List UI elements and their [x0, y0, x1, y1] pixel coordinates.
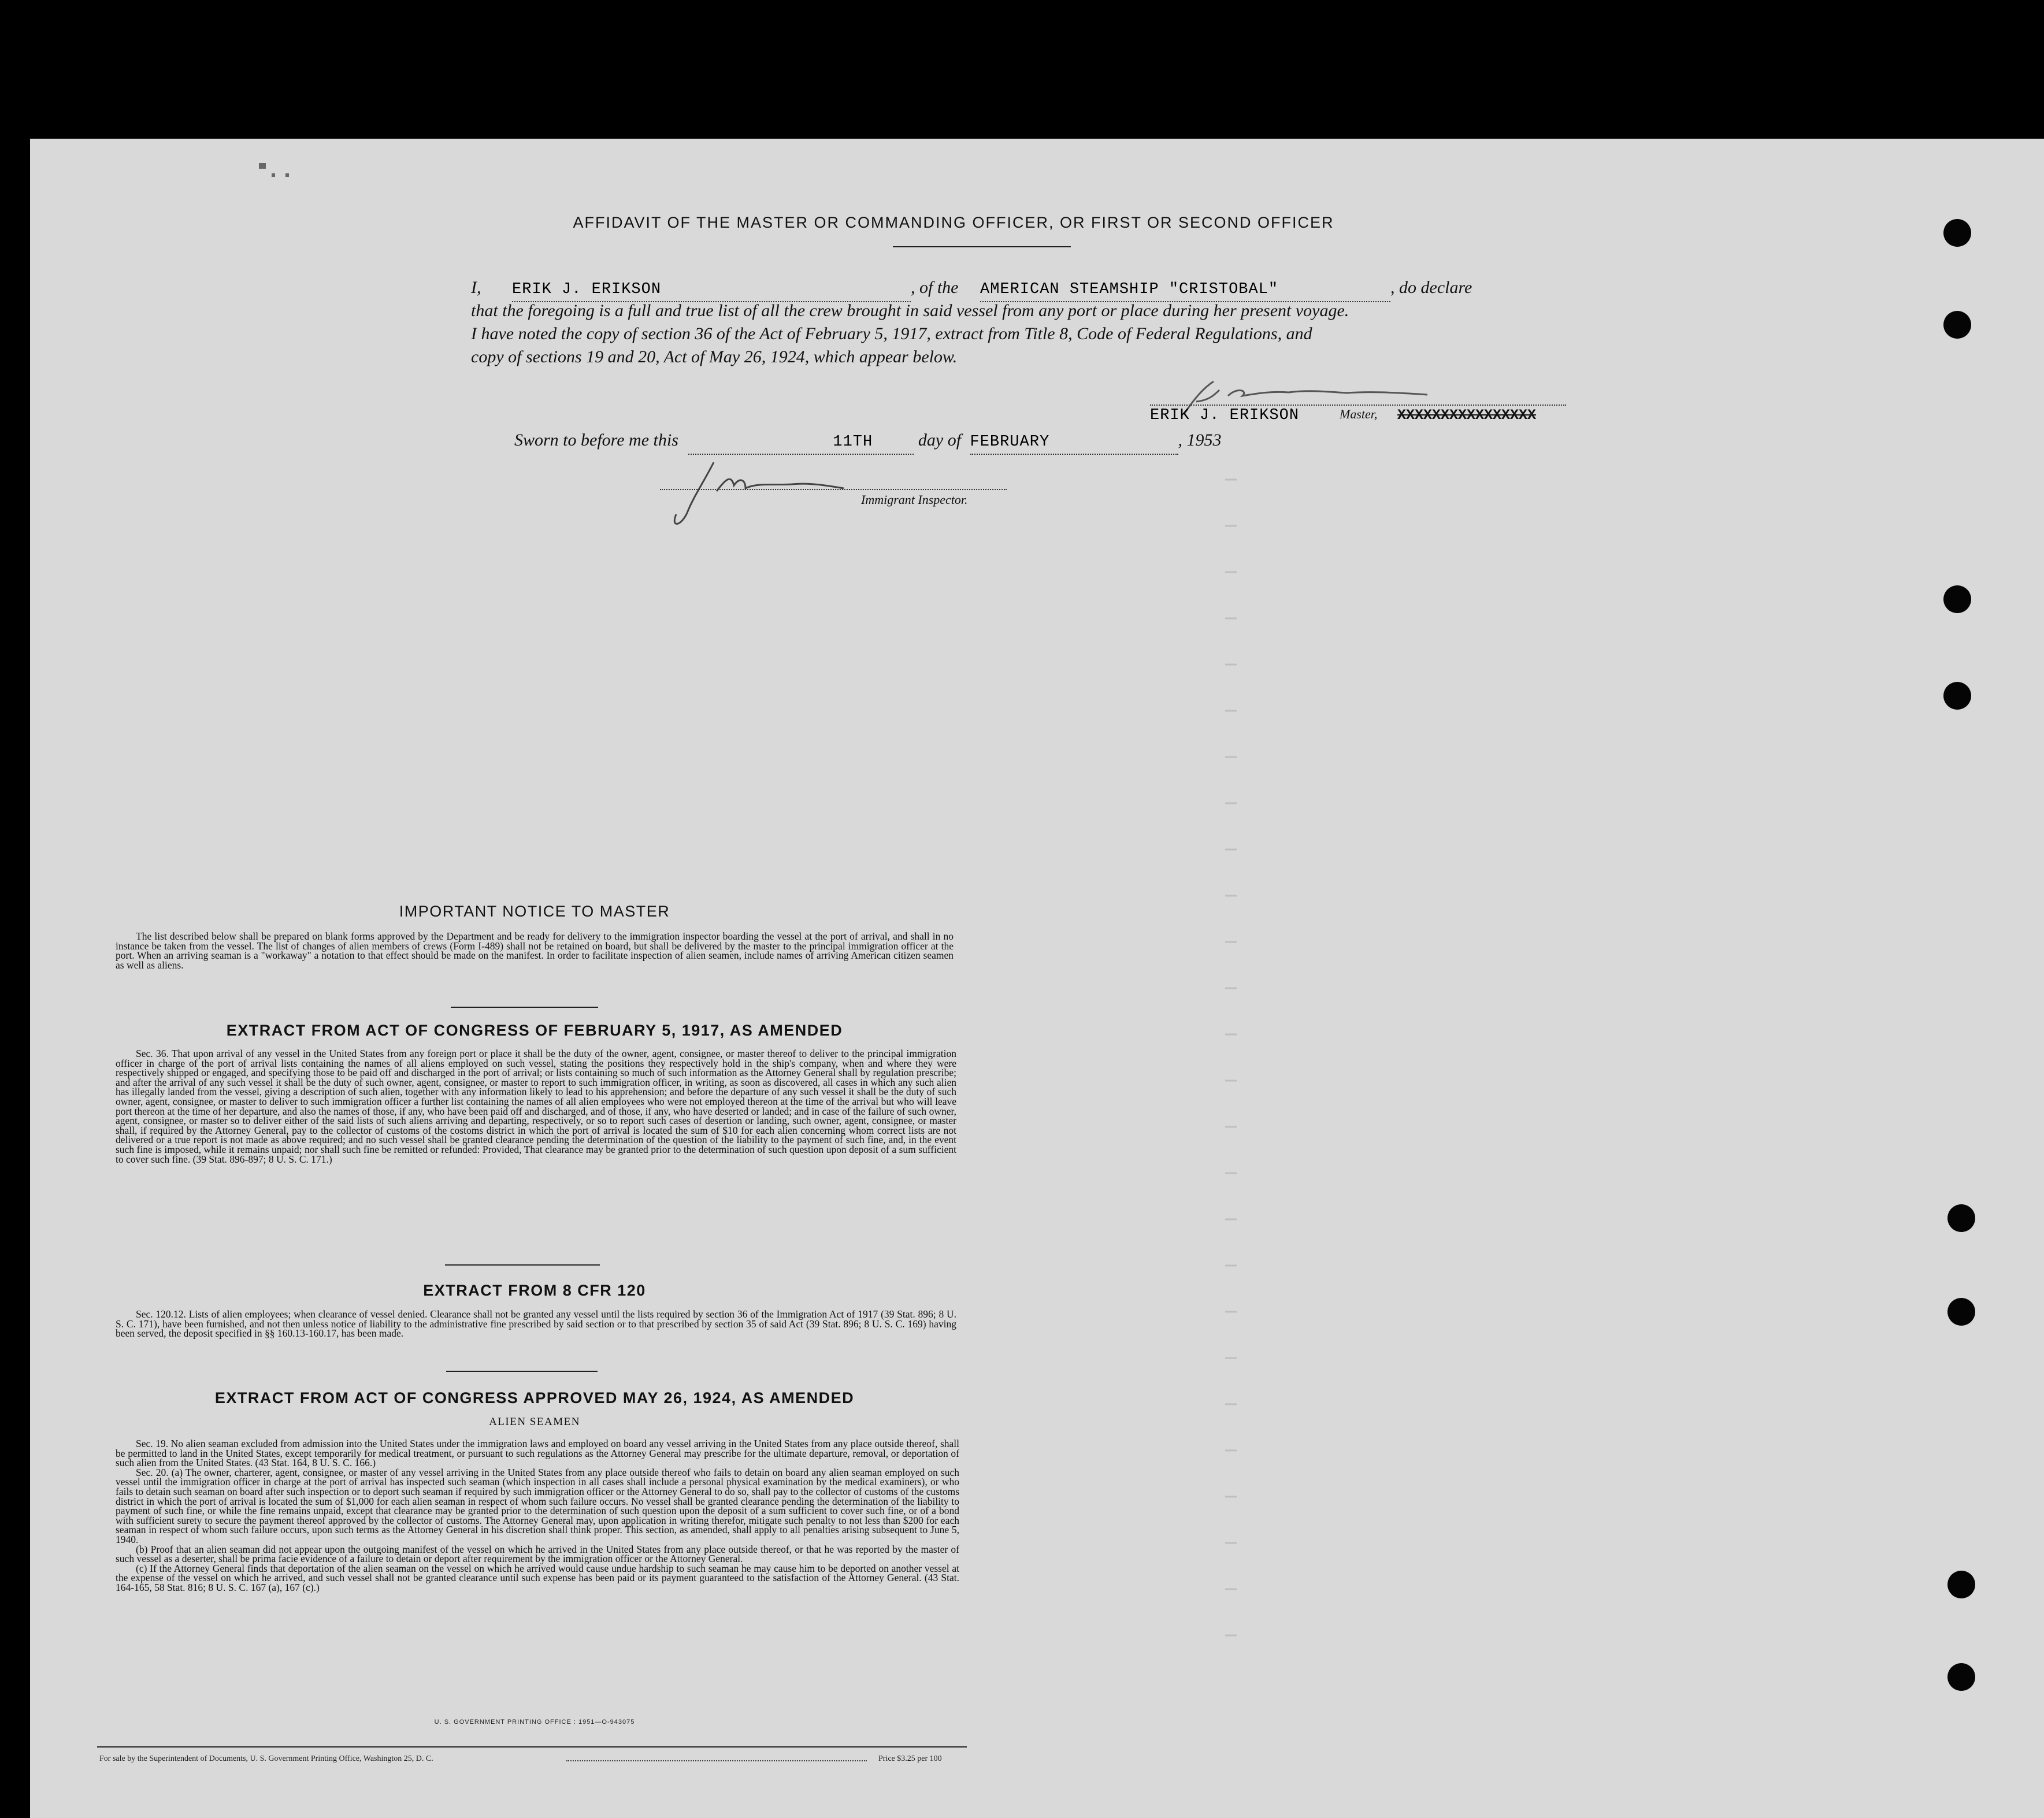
sworn-prefix: Sworn to before me this: [514, 431, 678, 450]
notice-text: The list described below shall be prepared on blank forms approved by the Department and be ready for delivery to the immigration inspector boarding the vessel at the port of arrival, and shall in no instance be taken from the vessel. The list of changes of alien members of crews (Form I-489) shall not be retained on board, but shall be delivered by the master to the principal immigration officer at the port. When an arriving seaman is a "workaway" a notation to that effect should be made on the manifest. In order to facilitate inspection of alien seamen, include names of arriving American citizen seamen as well as aliens.: [116, 930, 954, 971]
declaration-prefix: I,: [471, 278, 481, 297]
declare-text: , do declare: [1390, 278, 1472, 297]
punch-hole: [1947, 1298, 1975, 1326]
section-19-text: Sec. 19. No alien seaman excluded from admission into the United States under the immigration laws and employed on board any vessel arriving in the United States from any place outside thereof, shall be permitted to land in the United States, except temporarily for medical treatment, or pursuant to such regulations as the Attorney General may prescribe for the ultimate departure, removal, or deportation of such alien from the United States. (43 Stat. 164, 8 U. S. C. 166.): [116, 1438, 959, 1469]
punch-hole: [1947, 1571, 1975, 1598]
notice-heading: IMPORTANT NOTICE TO MASTER: [399, 903, 670, 920]
declaration-line-4: copy of sections 19 and 20, Act of May 26, 1924, which appear below.: [471, 347, 958, 366]
master-name: ERIK J. ERIKSON: [512, 281, 662, 298]
title-divider: [893, 246, 1071, 247]
extract-cfr-heading: EXTRACT FROM 8 CFR 120: [423, 1282, 646, 1299]
month-field: [970, 429, 1178, 455]
of-the-text: , of the: [911, 278, 959, 297]
sworn-line: [514, 429, 1222, 455]
smudge-mark: [272, 173, 275, 177]
bleed-through-marks: [1179, 474, 1294, 1803]
punch-hole: [1947, 1204, 1975, 1232]
declaration-line-3: I have noted the copy of section 36 of the Act of February 5, 1917, extract from Title 8, Code of Federal Regulations, and: [471, 324, 1312, 343]
alien-seamen-subheading: ALIEN SEAMEN: [489, 1416, 580, 1428]
section-20b-text: (b) Proof that an alien seaman did not appear upon the outgoing manifest of the vessel on which he arrived in the United States from any place outside thereof, or that he was reported by the master of such vessel as a deserter, shall be prima facie evidence of a failure to detain or deport after requirement by the immigration officer or the Attorney General.: [116, 1543, 959, 1565]
extract-1924-heading: EXTRACT FROM ACT OF CONGRESS APPROVED MAY 26, 1924, AS AMENDED: [214, 1389, 855, 1407]
punch-hole: [1943, 682, 1971, 710]
extract-1924-body: [116, 1439, 959, 1593]
day-of-text: day of: [918, 431, 962, 450]
extract-cfr-text: Sec. 120.12. Lists of alien employees; when clearance of vessel denied. Clearance shall not be granted any vessel until the lists required by section 36 of the Immigration Act of 1917 (39 Stat. 896; 8 U. S. C. 171), have been furnished, and not then unless notice of liability to the administrative fine prescribed by said section or to that prescribed by section 35 of said Act (39 Stat. 896; 8 U. S. C. 169) having been served, the deposit specified in §§ 160.13-160.17, has been made.: [116, 1308, 956, 1340]
smudge-mark: [259, 163, 266, 169]
inspector-signature-line: [660, 489, 1007, 490]
price-note: Price $3.25 per 100: [878, 1754, 942, 1763]
declaration-line-1: [471, 276, 1569, 302]
declaration-line-2: that the foregoing is a full and true list of all the crew brought in said vessel from any port or place during her present voyage.: [471, 301, 1349, 320]
master-name-field: [512, 276, 911, 302]
section-divider: [451, 1007, 598, 1008]
day-field: [688, 429, 914, 455]
struck-out-title: XXXXXXXXXXXXXXXX: [1397, 407, 1537, 424]
extract-1917-heading: EXTRACT FROM ACT OF CONGRESS OF FEBRUARY 5, 1917, AS AMENDED: [226, 1022, 843, 1039]
punch-hole: [1947, 1663, 1975, 1691]
smudge-mark: [285, 173, 289, 177]
vessel-field: [980, 276, 1390, 302]
signature-typed-name: ERIK J. ERIKSON: [1150, 407, 1300, 424]
punch-hole: [1943, 219, 1971, 247]
footer-rule: [97, 1746, 967, 1747]
section-20a-text: Sec. 20. (a) The owner, charterer, agent, consignee, or master of any vessel arriving in the United States from any place outside thereof who fails to detain on board any alien seaman employed on such vessel until the immigration officer in charge at the port of arrival has inspected such seaman (which inspection in all cases shall include a personal physical examination by the medical examiners), or who fails to detain such seaman on board after such inspection or to deport such seaman if required by such immigration officer or the Attorney General to do so, shall pay to the collector of customs of the customs district in which the port of arrival is located the sum of $1,000 for each alien seaman in respect of whom such failure occurs. No vessel shall be granted clearance pending the determination of the liability to payment of such fine, or while the fine remains unpaid, except that clearance may be granted prior to the determination of such question upon the deposit of a sum sufficient to cover such fine, or of a bond with sufficient surety to secure the payment thereof approved by the collector of customs. The Attorney General may, upon application in writing therefor, mitigate such penalty to not less than $200 for each seaman in respect of whom such failure occurs, upon such terms as the Attorney General in his discretion shall think proper. This section, as amended, shall apply to all penalties arising subsequent to June 5, 1940.: [116, 1466, 959, 1545]
affidavit-title: AFFIDAVIT OF THE MASTER OR COMMANDING OFFICER, OR FIRST OR SECOND OFFICER: [573, 214, 1334, 231]
punch-hole: [1943, 585, 1971, 613]
inspector-label: Immigrant Inspector.: [861, 492, 968, 507]
section-20c-text: (c) If the Attorney General finds that deportation of the alien seaman on the vessel on which he arrived would cause undue hardship to such seaman he may cause him to be deported on another vessel at the expense of the vessel on which he arrived, and such vessel shall not be granted clearance until such expense has been paid or its payment guaranteed to the satisfaction of the Attorney General. (43 Stat. 164-165, 58 Stat. 816; 8 U. S. C. 167 (a), 167 (c).): [116, 1562, 959, 1593]
for-sale-note: For sale by the Superintendent of Documents, U. S. Government Printing Office, Washington 25, D. C.: [99, 1754, 433, 1763]
sworn-month: FEBRUARY: [970, 433, 1050, 451]
section-divider: [446, 1371, 598, 1372]
sworn-day: 11TH: [833, 433, 873, 451]
vessel-name: AMERICAN STEAMSHIP "CRISTOBAL": [980, 281, 1279, 298]
section-divider: [445, 1264, 600, 1266]
signature-line: [1150, 405, 1566, 406]
footer-leader-dots: [566, 1760, 867, 1761]
sworn-year: , 1953: [1178, 431, 1222, 450]
punch-hole: [1943, 311, 1971, 339]
printing-office-note: U. S. GOVERNMENT PRINTING OFFICE : 1951—O-943075: [434, 1719, 635, 1726]
master-label: Master,: [1340, 407, 1378, 421]
extract-1917-text: Sec. 36. That upon arrival of any vessel in the United States from any foreign port or place it shall be the duty of the owner, agent, consignee, or master thereof to deliver to the principal immigration officer in charge of the port of arrival lists containing the names of all aliens employed on such vessel, stating the positions they respectively hold in the ship's company, when and where they were respectively shipped or engaged, and specifying those to be paid off and discharged in the port of arrival; or lists containing so much of such information as the Attorney General shall by regulation prescribe; and after the arrival of any such vessel it shall be the duty of such owner, agent, consignee, or master to report to such immigration officer, in writing, as soon as discovered, all cases in which any such alien has illegally landed from the vessel, giving a description of such alien, together with any information likely to lead to his apprehension; and before the departure of any such vessel it shall be the duty of such owner, agent, consignee, or master to deliver to such immigration officer a further list containing the names of all alien employees who were not employed thereon at the time of the arrival but who will leave port thereon at the time of her departure, and also the names of those, if any, who have been paid off and discharged, and of those, if any, who have deserted or landed; and in case of the failure of such owner, agent, consignee, or master so to deliver either of the said lists of such aliens arriving and departing, respectively, or so to report such cases of desertion or landing, such owner, agent, consignee, or master shall, if required by the Attorney General, pay to the collector of customs of the costoms district in which the port of arrival is located the sum of $10 for each alien concerning whom correct lists are not delivered or a true report is not made as above required; and no such vessel shall be granted clearance pending the determination of the question of the liability to the payment of such fine, and, in the event such fine is imposed, while it remains unpaid; nor shall such fine be remitted or refunded: Provided, That clearance may be granted prior to the determination of such question upon deposit of a sum sufficient to cover such fine. (39 Stat. 896-897; 8 U. S. C. 171.): [116, 1048, 956, 1165]
